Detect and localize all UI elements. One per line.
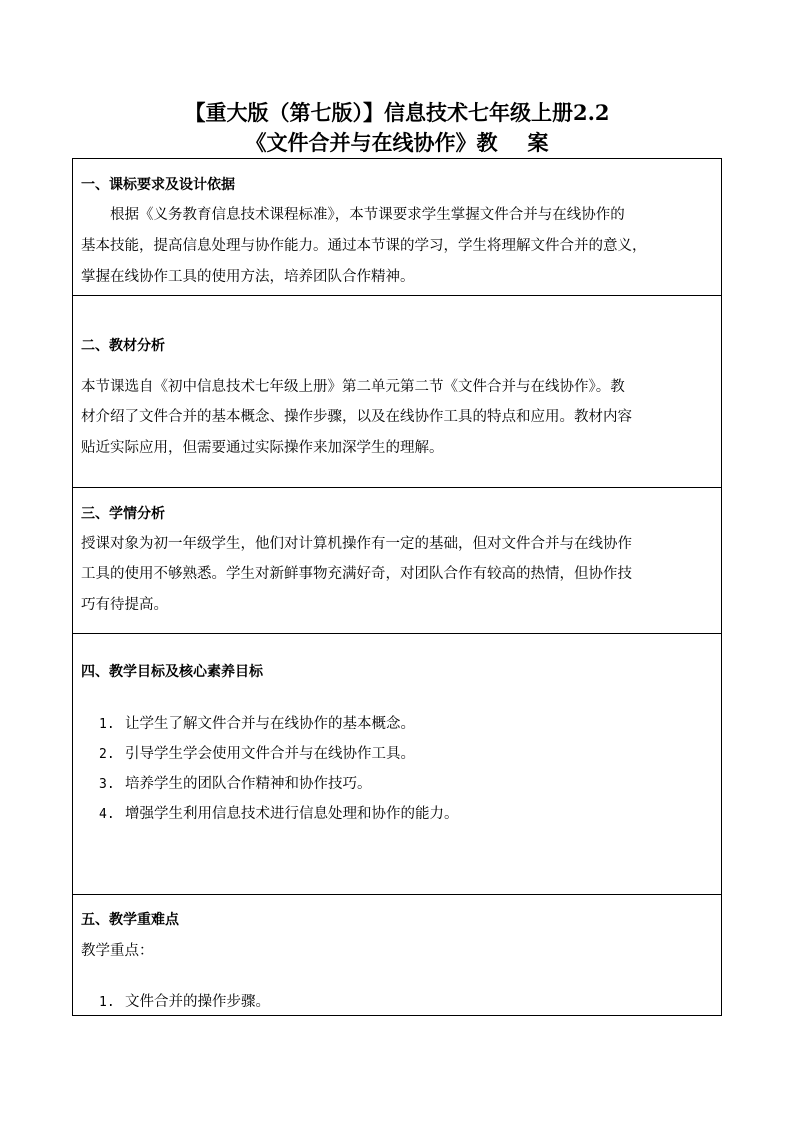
paragraph-line: 掌握在线协作工具的使用方法，培养团队合作精神。	[81, 269, 415, 285]
lesson-plan-table	[72, 158, 722, 1016]
section-heading: 五、教学重难点	[81, 912, 179, 928]
section-textbook-analysis	[73, 296, 721, 488]
paragraph-line: 基本技能，提高信息处理与协作能力。通过本节课的学习，学生将理解文件合并的意义，	[81, 238, 647, 254]
list-item: 1. 让学生了解文件合并与在线协作的基本概念。	[99, 716, 415, 732]
list-item: 3. 培养学生的团队合作精神和协作技巧。	[99, 776, 372, 792]
title-part-2: 案	[527, 130, 549, 155]
title-part-1: 《文件合并与在线协作》教	[245, 130, 498, 155]
paragraph-line: 工具的使用不够熟悉。学生对新鲜事物充满好奇，对团队合作有较高的热情，但协作技	[81, 566, 632, 582]
section-heading: 二、教材分析	[81, 338, 165, 354]
section-curriculum-requirements	[73, 159, 721, 296]
list-item: 2. 引导学生学会使用文件合并与在线协作工具。	[99, 746, 415, 762]
paragraph-line: 贴近实际应用，但需要通过实际操作来加深学生的理解。	[81, 440, 444, 456]
list-item: 4. 增强学生利用信息技术进行信息处理和协作的能力。	[99, 806, 459, 822]
section-teaching-objectives	[73, 634, 721, 895]
key-points-list	[99, 987, 270, 1017]
document-title-line-2	[0, 128, 794, 158]
paragraph-line: 根据《义务教育信息技术课程标准》，本节课要求学生掌握文件合并与在线协作的	[110, 207, 625, 223]
section-student-analysis	[73, 488, 721, 634]
section-key-difficulties	[73, 895, 721, 1015]
key-points-label: 教学重点：	[81, 943, 154, 959]
section-heading: 一、课标要求及设计依据	[81, 177, 235, 193]
paragraph-line: 巧有待提高。	[81, 597, 168, 613]
section-heading: 四、教学目标及核心素养目标	[81, 664, 263, 680]
paragraph-line: 授课对象为初一年级学生，他们对计算机操作有一定的基础，但对文件合并与在线协作	[81, 536, 632, 552]
list-item: 1. 文件合并的操作步骤。	[99, 994, 270, 1010]
paragraph-line: 本节课选自《初中信息技术七年级上册》第二单元第二节《文件合并与在线协作》。教	[81, 379, 625, 395]
section-heading: 三、学情分析	[81, 506, 165, 522]
document-title-line-1: 【重大版（第七版）】信息技术七年级上册2.2	[184, 100, 610, 125]
objectives-list	[99, 709, 459, 829]
paragraph-line: 材介绍了文件合并的基本概念、操作步骤，以及在线协作工具的特点和应用。教材内容	[81, 409, 632, 425]
